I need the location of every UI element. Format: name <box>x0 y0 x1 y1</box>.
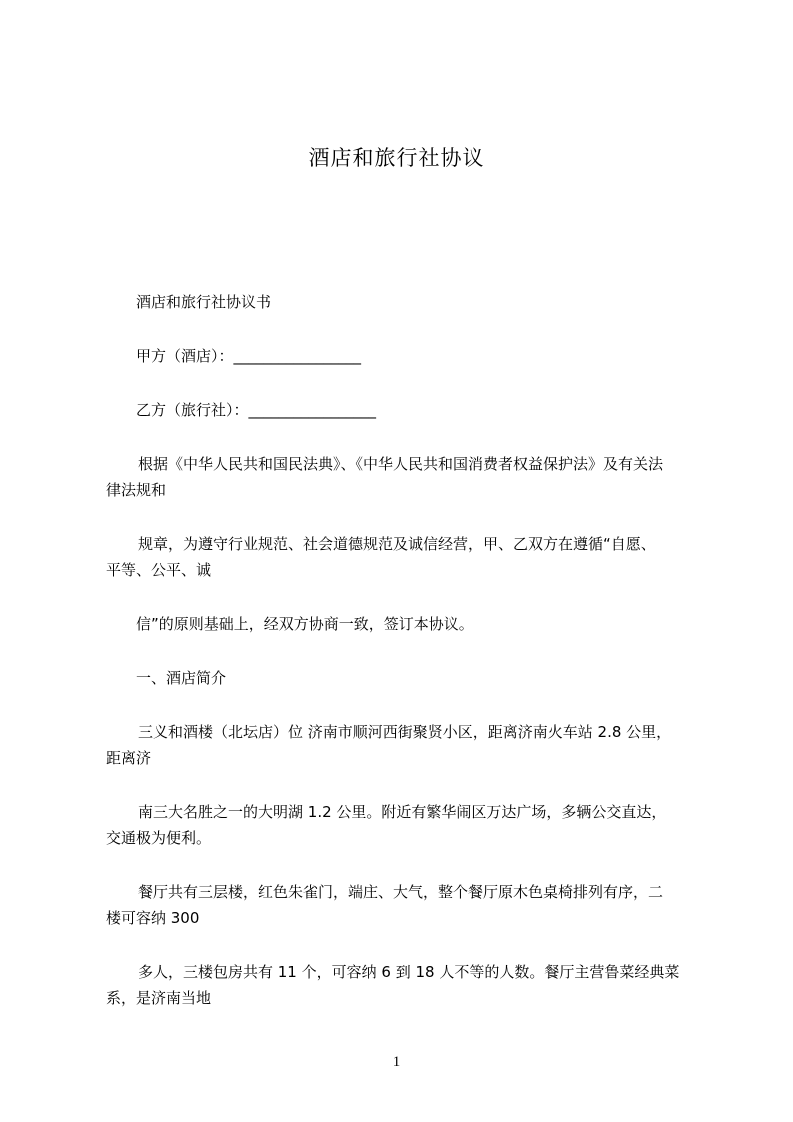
paragraph-rooms-line2: 系，是济南当地 <box>106 989 212 1007</box>
paragraph-floors-line1: 餐厅共有三层楼，红色朱雀门，端庄、大气，整个餐厅原木色桌椅排列有序，二 <box>138 883 664 901</box>
document-title: 酒店和旅行社协议 <box>308 146 485 170</box>
paragraph-transport-line2: 交通极为便利。 <box>106 829 212 847</box>
paragraph-basis-line1: 根据《中华人民共和国民法典》、《中华人民共和国消费者权益保护法》及有关法 <box>138 455 664 473</box>
section-heading-hotel-intro: 一、酒店简介 <box>136 669 227 687</box>
paragraph-party-a: 甲方（酒店）：_________________ <box>136 347 362 365</box>
paragraph-rooms-line1: 多人，三楼包房共有 11 个，可容纳 6 到 18 人不等的人数。餐厅主营鲁菜经典菜 <box>138 963 680 981</box>
paragraph-basis-line2: 律法规和 <box>106 481 167 499</box>
paragraph-location-line1: 三义和酒楼（北坛店）位 济南市顺河西街聚贤小区，距离济南火车站 2.8 公里， <box>138 723 672 741</box>
paragraph-location-line2: 距离济 <box>106 749 152 767</box>
paragraph-transport-line1: 南三大名胜之一的大明湖 1.2 公里。附近有繁华闹区万达广场，多辆公交直达， <box>138 803 667 821</box>
paragraph-rules-line1: 规章，为遵守行业规范、社会道德规范及诚信经营，甲、乙双方在遵循“自愿、 <box>138 535 656 553</box>
paragraph-party-b: 乙方（旅行社）：_________________ <box>136 401 377 419</box>
paragraph-principle: 信”的原则基础上，经双方协商一致，签订本协议。 <box>136 615 474 633</box>
paragraph-floors-line2: 楼可容纳 300 <box>106 909 200 927</box>
paragraph-subtitle: 酒店和旅行社协议书 <box>136 293 272 311</box>
page-number: 1 <box>392 1054 401 1070</box>
paragraph-rules-line2: 平等、公平、诚 <box>106 561 212 579</box>
